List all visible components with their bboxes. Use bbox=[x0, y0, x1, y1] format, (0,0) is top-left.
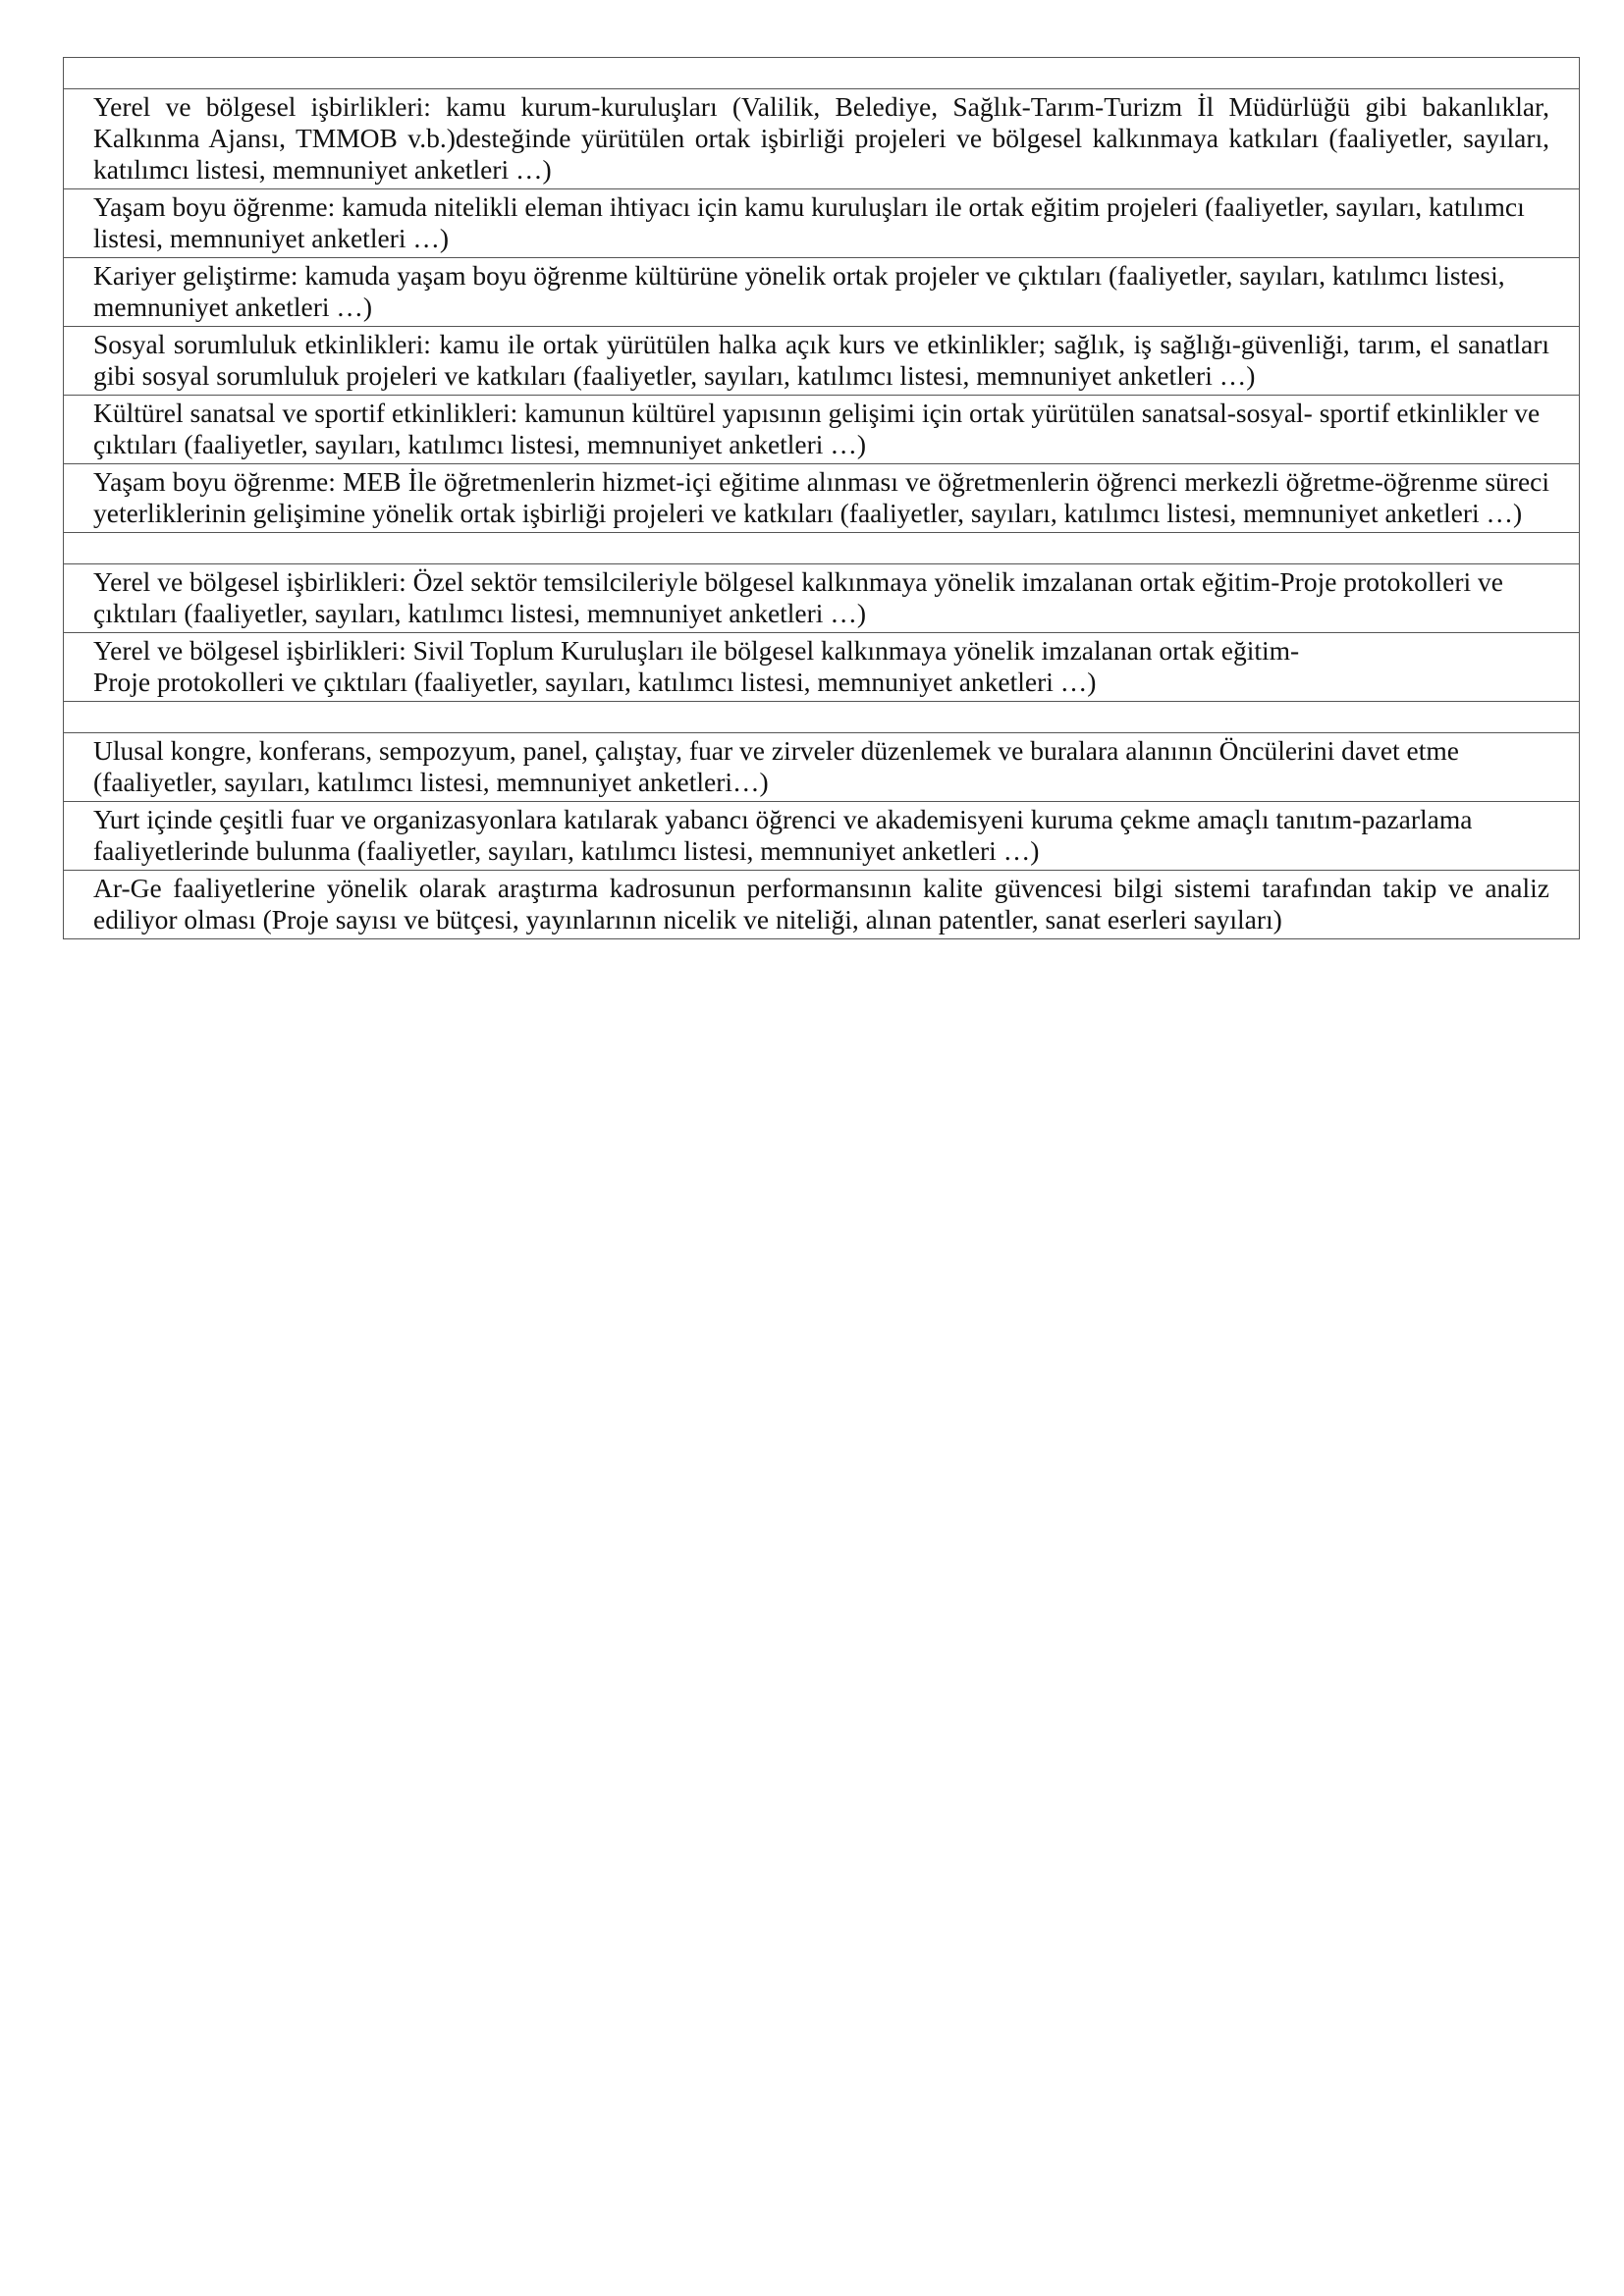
table-cell: Ar-Ge faaliyetlerine yönelik olarak araştırma kadrosunun performansının kalite güvencesi bilgi sistemi tarafından takip ve analiz ediliyor olması (Proje sayısı ve bütçesi, yayınlarının nicelik ve niteliği, alınan patentler, sanat eserleri sayıları) bbox=[64, 871, 1580, 939]
table-cell: Ulusal kongre, konferans, sempozyum, panel, çalıştay, fuar ve zirveler düzenlemek ve buralara alanının Öncülerini davet etme (faaliyetler, sayıları, katılımcı listesi, memnuniyet anketleri…) bbox=[64, 733, 1580, 802]
table-cell-empty bbox=[64, 533, 1580, 564]
table-row bbox=[64, 871, 1580, 939]
table-row bbox=[64, 802, 1580, 871]
table-cell: Yerel ve bölgesel işbirlikleri: Özel sektör temsilcileriyle bölgesel kalkınmaya yönelik imzalanan ortak eğitim-Proje protokolleri ve çıktıları (faaliyetler, sayıları, katılımcı listesi, memnuniyet anketleri …) bbox=[64, 564, 1580, 633]
table-row bbox=[64, 564, 1580, 633]
table-row bbox=[64, 633, 1580, 702]
criteria-table bbox=[63, 57, 1580, 939]
cell-line: Yerel ve bölgesel işbirlikleri: Sivil Toplum Kuruluşları ile bölgesel kalkınmaya yönelik imzalanan ortak eğitim- bbox=[93, 635, 1300, 666]
table-cell: Yerel ve bölgesel işbirlikleri: kamu kurum-kuruluşları (Valilik, Belediye, Sağlık-Tarım-Turizm İl Müdürlüğü gibi bakanlıklar, Kalkınma Ajansı, TMMOB v.b.)desteğinde yürütülen ortak işbirliği projeleri ve bölgesel kalkınmaya katkıları (faaliyetler, sayıları, katılımcı listesi, memnuniyet anketleri …) bbox=[64, 89, 1580, 189]
table-row-blank bbox=[64, 702, 1580, 733]
cell-line: Proje protokolleri ve çıktıları (faaliyetler, sayıları, katılımcı listesi, memnuniyet anketleri …) bbox=[93, 667, 1097, 697]
table-cell bbox=[64, 633, 1580, 702]
table-row bbox=[64, 327, 1580, 396]
table-row bbox=[64, 733, 1580, 802]
table-cell: Kariyer geliştirme: kamuda yaşam boyu öğrenme kültürüne yönelik ortak projeler ve çıktıları (faaliyetler, sayıları, katılımcı listesi, memnuniyet anketleri …) bbox=[64, 258, 1580, 327]
table-cell: Sosyal sorumluluk etkinlikleri: kamu ile ortak yürütülen halka açık kurs ve etkinlikler; sağlık, iş sağlığı-güvenliği, tarım, el sanatları gibi sosyal sorumluluk projeleri ve katkıları (faaliyetler, sayıları, katılımcı listesi, memnuniyet anketleri …) bbox=[64, 327, 1580, 396]
table-row-blank bbox=[64, 58, 1580, 89]
table-cell-empty bbox=[64, 702, 1580, 733]
table-row bbox=[64, 89, 1580, 189]
table-row bbox=[64, 258, 1580, 327]
table-cell: Yaşam boyu öğrenme: MEB İle öğretmenlerin hizmet-içi eğitime alınması ve öğretmenlerin öğrenci merkezli öğretme-öğrenme süreci yeterliklerinin gelişimine yönelik ortak işbirliği projeleri ve katkıları (faaliyetler, sayıları, katılımcı listesi, memnuniyet anketleri …) bbox=[64, 464, 1580, 533]
table-cell: Yaşam boyu öğrenme: kamuda nitelikli eleman ihtiyacı için kamu kuruluşları ile ortak eğitim projeleri (faaliyetler, sayıları, katılımcı listesi, memnuniyet anketleri …) bbox=[64, 189, 1580, 258]
table-row bbox=[64, 396, 1580, 464]
table-row-blank bbox=[64, 533, 1580, 564]
table-row bbox=[64, 464, 1580, 533]
table-cell: Kültürel sanatsal ve sportif etkinlikleri: kamunun kültürel yapısının gelişimi için ortak yürütülen sanatsal-sosyal- sportif etkinlikler ve çıktıları (faaliyetler, sayıları, katılımcı listesi, memnuniyet anketleri …) bbox=[64, 396, 1580, 464]
table-row bbox=[64, 189, 1580, 258]
table-cell: Yurt içinde çeşitli fuar ve organizasyonlara katılarak yabancı öğrenci ve akademisyeni kuruma çekme amaçlı tanıtım-pazarlama faaliyetlerinde bulunma (faaliyetler, sayıları, katılımcı listesi, memnuniyet anketleri …) bbox=[64, 802, 1580, 871]
table-cell-empty bbox=[64, 58, 1580, 89]
